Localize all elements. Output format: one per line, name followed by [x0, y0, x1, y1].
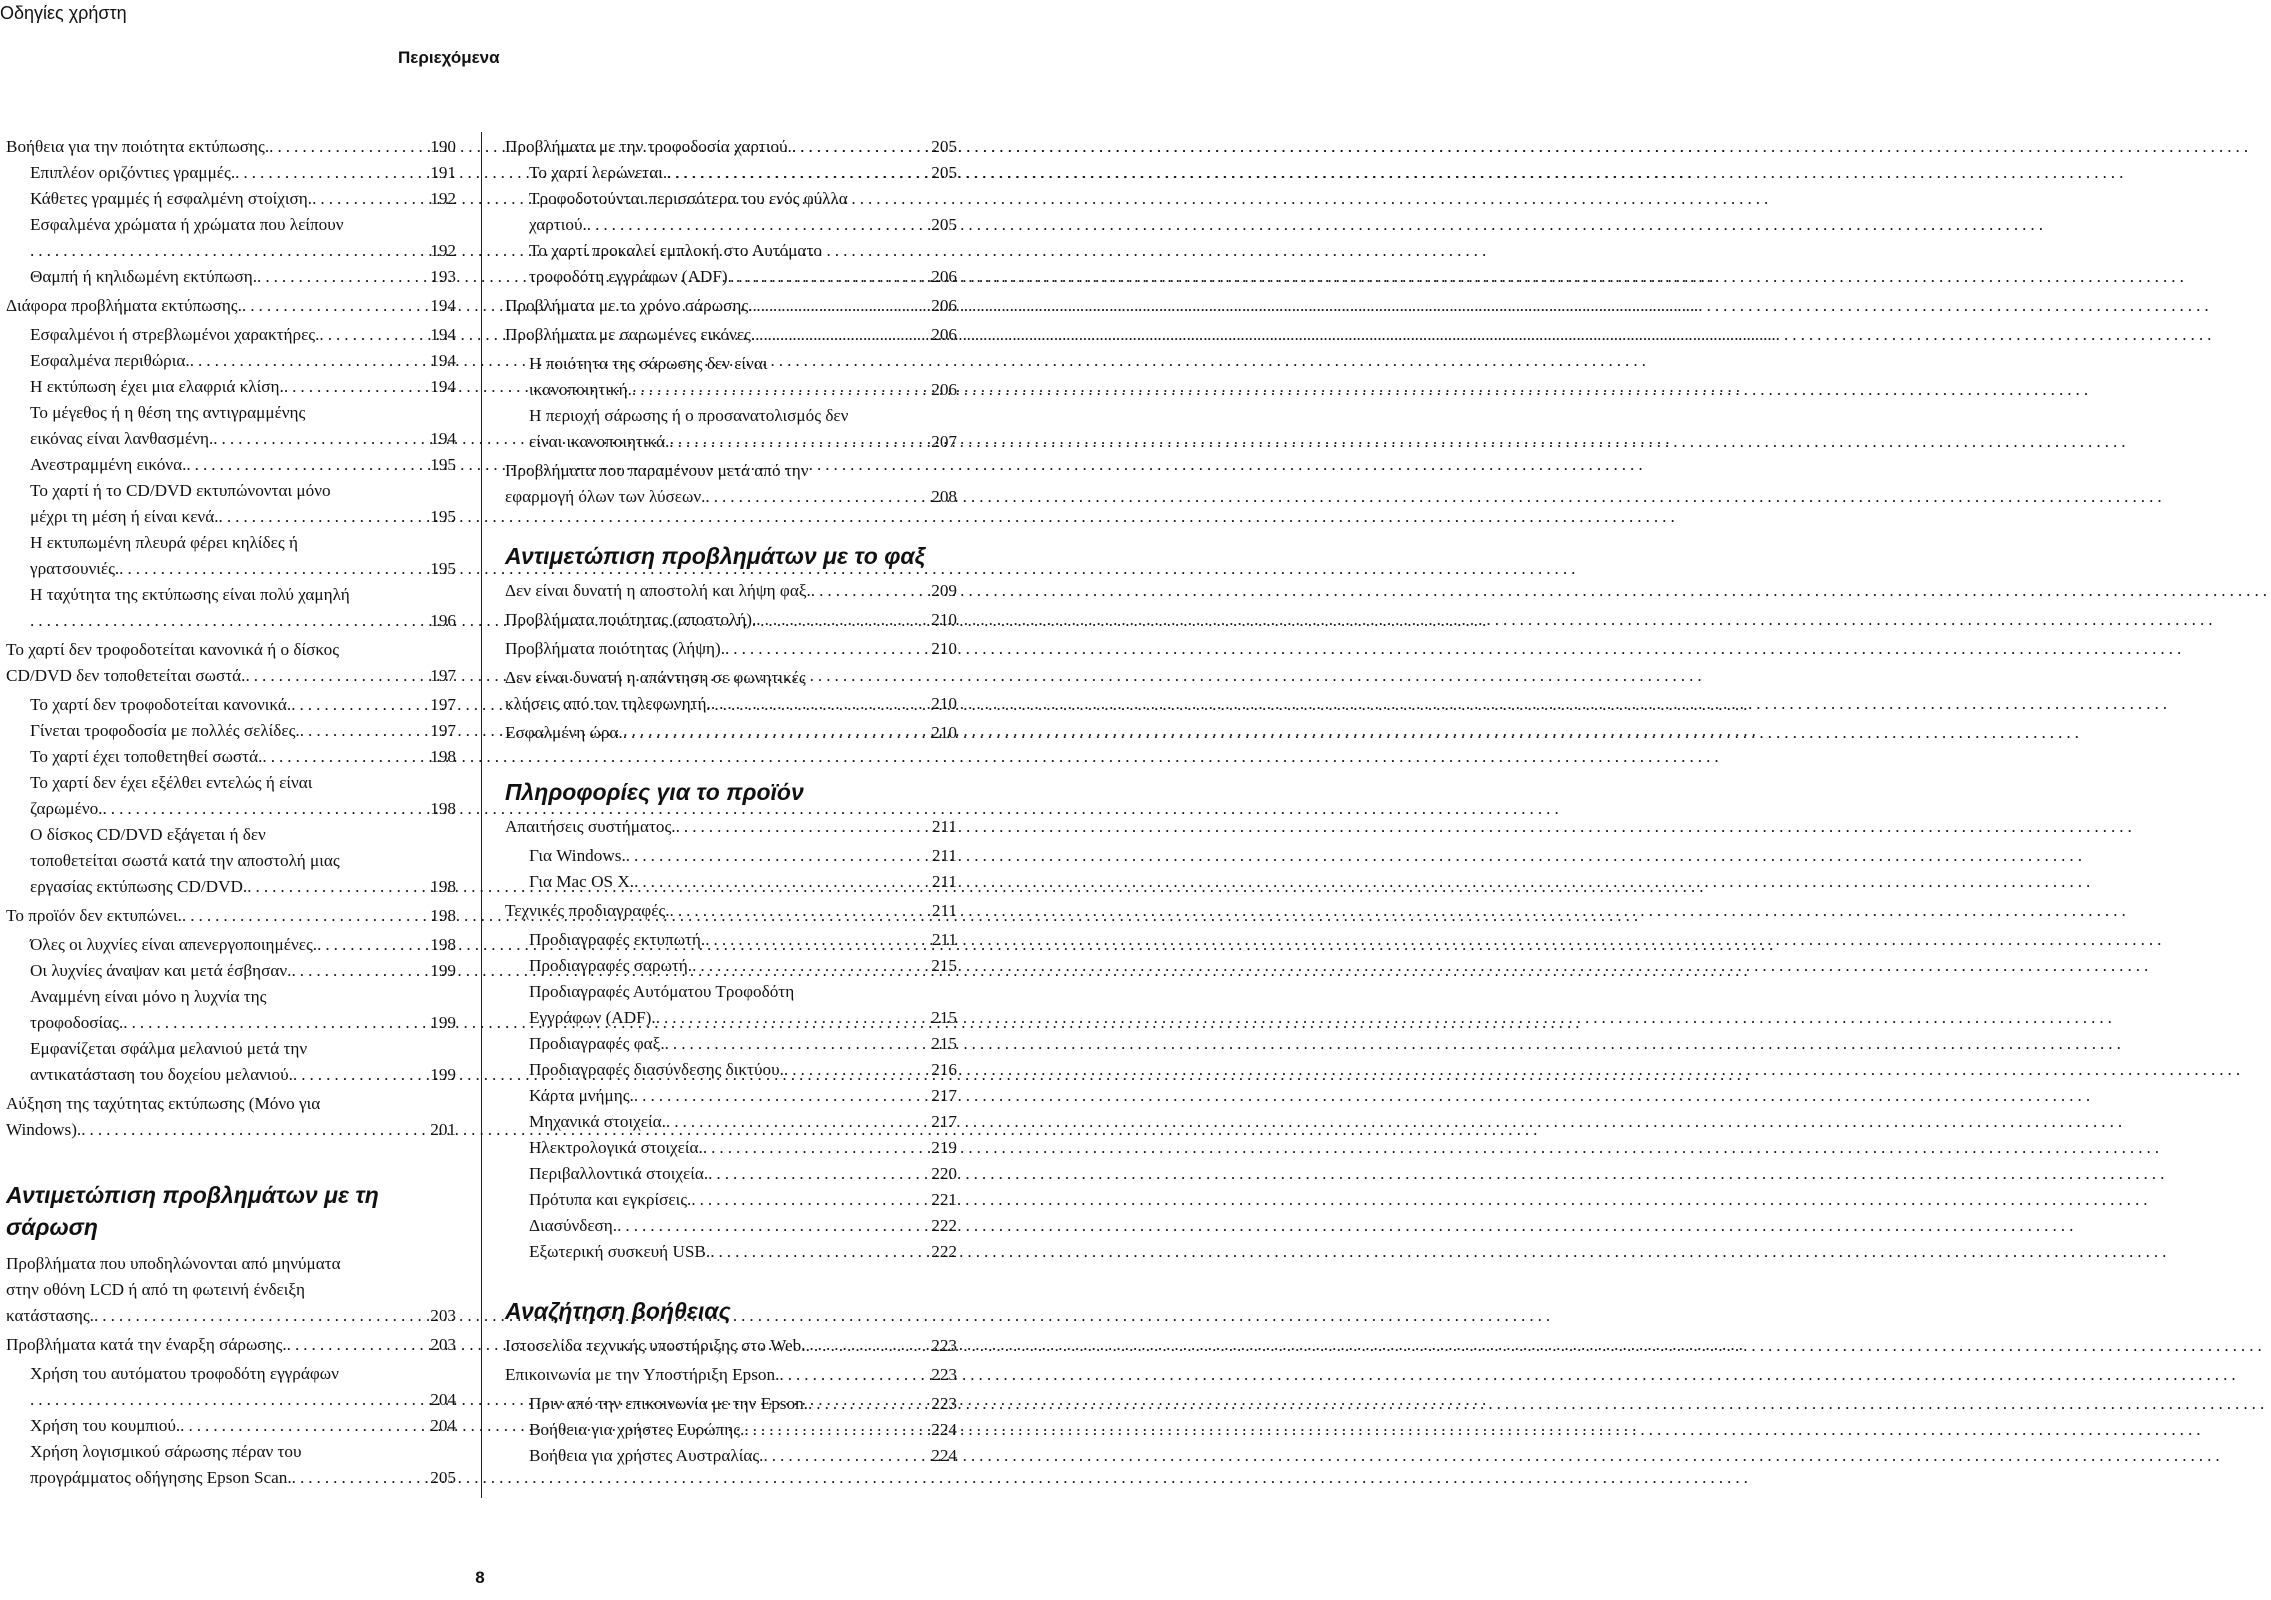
toc-entry-text: Ηλεκτρολογικά στοιχεία.	[529, 1138, 703, 1157]
toc-entry-text: Κάθετες γραμμές ή εσφαλμένη στοίχιση.	[30, 189, 313, 208]
toc-page-number: 223	[931, 1394, 957, 1413]
leader-dots	[656, 1005, 928, 1031]
toc-entry-text: Θαμπή ή κηλιδωμένη εκτύπωση.	[30, 267, 258, 286]
toc-page-number: 210	[931, 639, 957, 658]
toc-page-number: 206	[931, 325, 957, 344]
leader-dots	[632, 377, 927, 403]
toc-page-number: 222	[931, 1216, 957, 1235]
toc-page-number: 222	[931, 1242, 957, 1261]
toc-entry[interactable]	[6, 692, 456, 718]
leader-dots	[262, 744, 426, 770]
leader-dots	[634, 869, 928, 895]
toc-entry[interactable]	[6, 663, 456, 689]
toc-entry[interactable]	[6, 504, 456, 530]
toc-page-number: 203	[430, 1335, 456, 1354]
toc-entry[interactable]	[505, 843, 957, 869]
leader-dots	[247, 874, 426, 900]
contents-title-wrap	[0, 48, 960, 68]
toc-entry[interactable]	[505, 1239, 957, 1265]
toc-entry[interactable]	[6, 160, 456, 186]
toc-entry-text: Βοήθεια για την ποιότητα εκτύπωσης.	[6, 137, 270, 156]
leader-dots	[213, 426, 426, 452]
toc-entry-line[interactable]: Χρήση του αυτόματου τροφοδότη εγγράφων	[30, 1364, 339, 1383]
toc-entry[interactable]	[505, 322, 957, 348]
toc-entry[interactable]	[6, 348, 456, 374]
toc-entry-text: Ιστοσελίδα τεχνικής υποστήριξης στο Web.	[505, 1336, 806, 1355]
toc-entry-text: Επιπλέον οριζόντιες γραμμές.	[30, 163, 236, 182]
toc-entry-line[interactable]: Προδιαγραφές Αυτόματου Τροφοδότη	[529, 982, 795, 1001]
leader-dots	[219, 504, 427, 530]
toc-entry-text: Εγγράφων (ADF).	[529, 1008, 656, 1027]
toc-entry-text: Ανεστραμμένη εικόνα.	[30, 455, 187, 474]
toc-entry-text: Εξωτερική συσκευή USB.	[529, 1242, 711, 1261]
toc-page-number: 209	[931, 581, 957, 600]
toc-entry-text: Βοήθεια για χρήστες Ευρώπης.	[529, 1420, 745, 1439]
toc-entry[interactable]	[505, 869, 957, 895]
section-heading-scan[interactable]: Αντιμετώπιση προβλημάτων με τη	[6, 1182, 379, 1208]
toc-page-number: 197	[430, 666, 456, 685]
leader-dots	[257, 264, 426, 290]
leader-dots	[617, 1213, 927, 1239]
leader-dots	[30, 608, 426, 634]
toc-entry[interactable]	[6, 744, 456, 770]
toc-entry[interactable]	[505, 212, 957, 238]
toc-entry-line[interactable]: Τροφοδοτούνται περισσότερα του ενός φύλλα	[529, 189, 848, 208]
toc-page-number: 205	[931, 215, 957, 234]
leader-dots	[666, 1109, 927, 1135]
toc-entry-text: Πρότυπα και εγκρίσεις.	[529, 1190, 692, 1209]
toc-entry-line[interactable]: Εμφανίζεται σφάλμα μελανιού μετά την	[30, 1039, 308, 1058]
toc-entry-text: Τεχνικές προδιαγραφές.	[505, 901, 670, 920]
leader-dots	[291, 692, 426, 718]
toc-entry[interactable]	[6, 293, 456, 319]
toc-entry[interactable]	[6, 426, 456, 452]
toc-entry[interactable]	[6, 264, 456, 290]
toc-page-number: 194	[430, 351, 456, 370]
toc-entry[interactable]	[505, 160, 957, 186]
leader-dots	[119, 556, 426, 582]
toc-entry[interactable]	[505, 898, 957, 924]
leader-dots	[811, 578, 927, 604]
toc-page-number: 194	[430, 325, 456, 344]
toc-page-number: 205	[931, 137, 957, 156]
toc-page-number: 206	[931, 380, 957, 399]
toc-entry[interactable]	[6, 1117, 456, 1143]
toc-entry[interactable]	[505, 1187, 957, 1213]
toc-page-number: 195	[430, 559, 456, 578]
toc-right-column	[505, 134, 957, 1469]
toc-entry-text: Εσφαλμένοι ή στρεβλωμένοι χαρακτήρες.	[30, 325, 320, 344]
toc-entry-text: Το χαρτί λερώνεται.	[529, 163, 668, 182]
toc-entry[interactable]	[6, 1465, 456, 1491]
toc-page-number: 221	[931, 1190, 957, 1209]
toc-entry-line[interactable]: Χρήση λογισμικού σάρωσης πέραν του	[30, 1442, 302, 1461]
leader-dots	[755, 322, 927, 348]
toc-page-number: 193	[430, 267, 456, 286]
toc-entry-text: ικανοποιητική.	[529, 380, 632, 399]
toc-page-number: 208	[931, 487, 957, 506]
toc-entry[interactable]	[505, 927, 957, 953]
toc-entry[interactable]	[6, 238, 456, 264]
leader-dots	[291, 958, 426, 984]
toc-entry-text: Προδιαγραφές εκτυπωτή.	[529, 930, 706, 949]
toc-page-number: 198	[430, 877, 456, 896]
leader-dots	[744, 1417, 927, 1443]
toc-entry[interactable]	[505, 1362, 957, 1388]
leader-dots	[186, 452, 426, 478]
toc-entry-line[interactable]: Εσφαλμένα χρώματα ή χρώματα που λείπουν	[30, 215, 344, 234]
toc-entry[interactable]	[6, 1010, 456, 1036]
toc-entry-line[interactable]: Το μέγεθος ή η θέση της αντιγραμμένης	[30, 403, 306, 422]
toc-entry[interactable]	[505, 134, 957, 160]
leader-dots	[30, 1387, 426, 1413]
toc-entry-text: Περιβαλλοντικά στοιχεία.	[529, 1164, 709, 1183]
leader-dots	[235, 160, 426, 186]
section-heading-scan-cont[interactable]: σάρωση	[6, 1214, 98, 1240]
toc-entry-line[interactable]: Προβλήματα που παραμένουν μετά από την	[505, 461, 809, 480]
leader-dots	[667, 160, 927, 186]
toc-entry-text: Προβλήματα ποιότητας (λήψη).	[505, 639, 725, 658]
leader-dots	[626, 843, 928, 869]
toc-entry-text: Προβλήματα ποιότητας (αποστολή).	[505, 610, 757, 629]
toc-page-number: 197	[430, 695, 456, 714]
toc-page-number: 219	[931, 1138, 957, 1157]
toc-page-number: 224	[931, 1420, 957, 1439]
toc-entry[interactable]	[505, 1391, 957, 1417]
leader-dots	[756, 607, 927, 633]
toc-entry-line[interactable]: Δεν είναι δυνατή η απάντηση σε φωνητικές	[505, 668, 806, 687]
toc-entry[interactable]	[505, 1135, 957, 1161]
leader-dots	[180, 1413, 426, 1439]
toc-entry[interactable]	[505, 1005, 957, 1031]
toc-entry[interactable]	[505, 293, 957, 319]
toc-page-number: 194	[430, 377, 456, 396]
toc-entry[interactable]	[6, 1387, 456, 1413]
toc-entry-text: Δεν είναι δυνατή η αποστολή και λήψη φαξ.	[505, 581, 811, 600]
toc-entry-text: Προδιαγραφές σαρωτή.	[529, 956, 693, 975]
toc-page-number: 201	[430, 1120, 456, 1139]
toc-entry[interactable]	[6, 608, 456, 634]
toc-entry-text: Οι λυχνίες άναψαν και μετά έσβησαν.	[30, 961, 292, 980]
toc-page-number: 211	[931, 846, 957, 865]
toc-entry[interactable]	[6, 958, 456, 984]
toc-page-number: 210	[931, 610, 957, 629]
toc-entry[interactable]	[6, 1303, 456, 1329]
toc-left-column	[6, 134, 456, 1491]
toc-entry-text: τροφοδοσίας.	[30, 1013, 124, 1032]
toc-entry-line[interactable]: Το χαρτί προκαλεί εμπλοκή στο Αυτόματο	[529, 241, 822, 260]
toc-page-number: 223	[931, 1336, 957, 1355]
toc-entry[interactable]	[6, 1413, 456, 1439]
toc-page-number: 199	[430, 961, 456, 980]
toc-entry[interactable]	[505, 691, 957, 717]
toc-entry[interactable]	[6, 932, 456, 958]
leader-dots	[691, 1187, 927, 1213]
leader-dots	[242, 293, 426, 319]
toc-entry[interactable]	[505, 1161, 957, 1187]
manual-title: Οδηγίες χρήστη	[0, 3, 127, 23]
leader-dots	[245, 663, 426, 689]
toc-page-number: 211	[931, 872, 957, 891]
leader-dots	[792, 134, 927, 160]
toc-entry-line[interactable]: Η ταχύτητα της εκτύπωσης είναι πολύ χαμηλή	[30, 585, 350, 604]
toc-entry[interactable]	[505, 720, 957, 746]
toc-entry-text: Γίνεται τροφοδοσία με πολλές σελίδες.	[30, 721, 300, 740]
toc-entry[interactable]	[6, 322, 456, 348]
leader-dots	[182, 903, 426, 929]
toc-entry[interactable]	[505, 607, 957, 633]
toc-page-number: 206	[931, 296, 957, 315]
leader-dots	[670, 898, 928, 924]
toc-page-number: 217	[931, 1112, 957, 1131]
toc-entry[interactable]	[505, 1417, 957, 1443]
toc-entry-text: αντικατάσταση του δοχείου μελανιού.	[30, 1065, 293, 1084]
leader-dots	[269, 134, 426, 160]
toc-entry[interactable]	[6, 186, 456, 212]
toc-entry[interactable]	[505, 1031, 957, 1057]
leader-dots	[665, 1031, 928, 1057]
leader-dots	[708, 1161, 927, 1187]
section-heading-fax[interactable]: Αντιμετώπιση προβλημάτων με το φαξ	[505, 543, 925, 569]
toc-page-number: 216	[931, 1060, 957, 1079]
toc-page-number: 205	[931, 163, 957, 182]
leader-dots	[287, 1332, 427, 1358]
toc-entry[interactable]	[505, 429, 957, 455]
toc-page-number: 205	[430, 1468, 456, 1487]
leader-dots	[123, 1010, 426, 1036]
toc-page-number: 199	[430, 1013, 456, 1032]
toc-entry-text: Προδιαγραφές διασύνδεσης δικτύου.	[529, 1060, 784, 1079]
contents-title: Περιεχόμενα	[398, 48, 500, 67]
leader-dots	[705, 927, 928, 953]
toc-page-number: 192	[430, 241, 456, 260]
toc-page-number: 215	[931, 1008, 957, 1027]
toc-entry-text: κλήσεις από τον τηλεφωνητή.	[505, 694, 711, 713]
toc-entry[interactable]	[6, 134, 456, 160]
toc-page-number: 198	[430, 906, 456, 925]
leader-dots	[319, 322, 426, 348]
leader-dots	[703, 1135, 927, 1161]
leader-dots	[806, 1333, 928, 1359]
section-heading-help[interactable]: Αναζήτηση βοήθειας	[505, 1298, 731, 1324]
toc-entry-text: CD/DVD δεν τοποθετείται σωστά.	[6, 666, 246, 685]
leader-dots	[710, 1239, 927, 1265]
toc-entry-text: Για Windows.	[529, 846, 626, 865]
toc-page-number: 215	[931, 956, 957, 975]
page-number: 8	[475, 1568, 485, 1587]
leader-dots	[676, 814, 928, 840]
toc-entry-text: Επικοινωνία με την Υποστήριξη Epson.	[505, 1365, 780, 1384]
toc-entry-text: χαρτιού.	[529, 215, 587, 234]
toc-entry-text: Προβλήματα κατά την έναρξη σάρωσης.	[6, 1335, 287, 1354]
toc-entry[interactable]	[6, 556, 456, 582]
toc-entry-line[interactable]: Το χαρτί δεν έχει εξέλθει εντελώς ή είναι	[30, 773, 313, 792]
toc-page-number: 198	[430, 747, 456, 766]
toc-page-number: 210	[931, 723, 957, 742]
section-heading-product[interactable]: Πληροφορίες για το προϊόν	[505, 779, 804, 805]
toc-entry-text: Το χαρτί έχει τοποθετηθεί σωστά.	[30, 747, 263, 766]
toc-entry-text: Κάρτα μνήμης.	[529, 1086, 634, 1105]
toc-entry[interactable]	[6, 796, 456, 822]
toc-entry[interactable]	[505, 1057, 957, 1083]
toc-entry-text: ζαρωμένο.	[30, 799, 103, 818]
toc-entry[interactable]	[6, 452, 456, 478]
toc-entry[interactable]	[505, 1333, 957, 1359]
toc-page-number: 223	[931, 1365, 957, 1384]
toc-page-number: 204	[430, 1416, 456, 1435]
toc-entry[interactable]	[505, 1109, 957, 1135]
toc-entry-text: εργασίας εκτύπωσης CD/DVD.	[30, 877, 248, 896]
toc-page-number: 199	[430, 1065, 456, 1084]
leader-dots	[725, 636, 927, 662]
toc-page-number: 198	[430, 799, 456, 818]
leader-dots	[711, 691, 927, 717]
toc-entry-text: Όλες οι λυχνίες είναι απενεργοποιημένες.	[30, 935, 318, 954]
toc-page-number: 224	[931, 1446, 957, 1465]
toc-entry[interactable]	[505, 1213, 957, 1239]
toc-entry-text: Για Mac OS X.	[529, 872, 635, 891]
toc-entry-line[interactable]: Προβλήματα που υποδηλώνονται από μηνύματα	[6, 1254, 341, 1273]
leader-dots	[763, 1443, 927, 1469]
toc-entry[interactable]	[6, 374, 456, 400]
toc-entry[interactable]	[6, 718, 456, 744]
leader-dots	[317, 932, 426, 958]
toc-entry-text: Προβλήματα με το χρόνο σάρωσης.	[505, 296, 753, 315]
toc-entry[interactable]	[505, 953, 957, 979]
toc-entry-line[interactable]: τοποθετείται σωστά κατά την αποστολή μιας	[30, 851, 340, 870]
toc-entry-text: Διάφορα προβλήματα εκτύπωσης.	[6, 296, 242, 315]
toc-entry-text: Εσφαλμένη ώρα.	[505, 723, 623, 742]
toc-entry[interactable]	[6, 1062, 456, 1088]
toc-entry-text: Μηχανικά στοιχεία.	[529, 1112, 666, 1131]
toc-entry-line[interactable]: Η ποιότητα της σάρωσης δεν είναι	[529, 354, 768, 373]
toc-page-number: 207	[931, 432, 957, 451]
leader-dots	[94, 1303, 426, 1329]
toc-entry-text: κατάστασης.	[6, 1306, 94, 1325]
toc-page-number: 211	[931, 930, 957, 949]
toc-entry-text: προγράμματος οδήγησης Epson Scan.	[30, 1468, 292, 1487]
toc-entry-text: Προβλήματα με σαρωμένες εικόνες.	[505, 325, 756, 344]
leader-dots	[30, 238, 426, 264]
leader-dots	[623, 720, 928, 746]
toc-page-number: 195	[430, 455, 456, 474]
toc-entry[interactable]	[6, 1332, 456, 1358]
toc-entry[interactable]	[505, 636, 957, 662]
leader-dots	[634, 1083, 927, 1109]
toc-entry[interactable]	[505, 484, 957, 510]
toc-entry-text: Windows).	[6, 1120, 82, 1139]
toc-entry-text: Η εκτύπωση έχει μια ελαφριά κλίση.	[30, 377, 284, 396]
toc-entry-line[interactable]: Το χαρτί δεν τροφοδοτείται κανονικά ή ο δίσκος	[6, 640, 340, 659]
leader-dots	[293, 1062, 426, 1088]
toc-page-number: 206	[931, 267, 957, 286]
toc-entry-line[interactable]: Η περιοχή σάρωσης ή ο προσανατολισμός δεν	[529, 406, 849, 425]
toc-page-number: 195	[430, 507, 456, 526]
toc-entry-text: τροφοδότη εγγράφων (ADF)	[529, 267, 728, 286]
leader-dots	[312, 186, 426, 212]
toc-page-number: 211	[931, 817, 957, 836]
toc-entry-text: μέχρι τη μέση ή είναι κενά.	[30, 507, 219, 526]
toc-page-number: 191	[430, 163, 456, 182]
leader-dots	[779, 1362, 927, 1388]
toc-entry-text: Απαιτήσεις συστήματος.	[505, 817, 676, 836]
toc-entry-text: Προδιαγραφές φαξ.	[529, 1034, 665, 1053]
leader-dots	[102, 796, 426, 822]
leader-dots	[752, 293, 927, 319]
toc-entry-line[interactable]: Το χαρτί ή το CD/DVD εκτυπώνονται μόνο	[30, 481, 331, 500]
toc-page-number: 192	[430, 189, 456, 208]
toc-page-number: 217	[931, 1086, 957, 1105]
toc-entry[interactable]	[505, 1083, 957, 1109]
toc-entry-text: εφαρμογή όλων των λύσεων.	[505, 487, 706, 506]
toc-entry-text: γρατσουνιές.	[30, 559, 120, 578]
toc-page-number: 190	[430, 137, 456, 156]
toc-entry-text: είναι ικανοποιητικά.	[529, 432, 670, 451]
toc-entry[interactable]	[505, 1443, 957, 1469]
toc-entry[interactable]	[6, 874, 456, 900]
toc-entry-text: Χρήση του κουμπιού.	[30, 1416, 181, 1435]
toc-entry-line[interactable]: Ο δίσκος CD/DVD εξάγεται ή δεν	[30, 825, 266, 844]
leader-dots	[728, 264, 928, 290]
toc-page-number: 220	[931, 1164, 957, 1183]
toc-entry-text: Βοήθεια για χρήστες Αυστραλίας.	[529, 1446, 764, 1465]
toc-entry-text: Πριν από την επικοινωνία με την Epson.	[529, 1394, 808, 1413]
leader-dots	[292, 1465, 427, 1491]
leader-dots	[81, 1117, 426, 1143]
toc-page-number: 198	[430, 935, 456, 954]
toc-entry-text: εικόνας είναι λανθασμένη.	[30, 429, 214, 448]
toc-page-number: 211	[931, 901, 957, 920]
toc-entry[interactable]	[505, 814, 957, 840]
toc-entry-text: Προβλήματα με την τροφοδοσία χαρτιού.	[505, 137, 792, 156]
leader-dots	[808, 1391, 927, 1417]
leader-dots	[587, 212, 927, 238]
toc-entry-text: Εσφαλμένα περιθώρια.	[30, 351, 190, 370]
toc-entry-line[interactable]: στην οθόνη LCD ή από τη φωτεινή ένδειξη	[6, 1280, 306, 1299]
toc-page-number: 197	[430, 721, 456, 740]
toc-page-number: 203	[430, 1306, 456, 1325]
leader-dots	[705, 484, 927, 510]
toc-entry-line[interactable]: Η εκτυπωμένη πλευρά φέρει κηλίδες ή	[30, 533, 298, 552]
toc-entry-text: Το προϊόν δεν εκτυπώνει.	[6, 906, 182, 925]
leader-dots	[669, 429, 927, 455]
leader-dots	[300, 718, 427, 744]
toc-entry-text: Διασύνδεση.	[529, 1216, 618, 1235]
toc-entry[interactable]	[505, 377, 957, 403]
toc-page-number: 215	[931, 1034, 957, 1053]
toc-page-number: 210	[931, 694, 957, 713]
leader-dots	[692, 953, 927, 979]
toc-page-number: 194	[430, 296, 456, 315]
toc-entry[interactable]	[505, 578, 957, 604]
leader-dots	[784, 1057, 927, 1083]
toc-page-number: 194	[430, 429, 456, 448]
toc-entry[interactable]	[505, 264, 957, 290]
leader-dots	[190, 348, 427, 374]
leader-dots	[284, 374, 426, 400]
toc-entry[interactable]	[6, 903, 456, 929]
toc-page-number: 204	[430, 1390, 456, 1409]
toc-entry-text: Το χαρτί δεν τροφοδοτείται κανονικά.	[30, 695, 292, 714]
toc-entry-line[interactable]: Αναμμένη είναι μόνο η λυχνία της	[30, 987, 267, 1006]
toc-entry-line[interactable]: Αύξηση της ταχύτητας εκτύπωσης (Μόνο για	[6, 1094, 321, 1113]
toc-page-number: 196	[430, 611, 456, 630]
